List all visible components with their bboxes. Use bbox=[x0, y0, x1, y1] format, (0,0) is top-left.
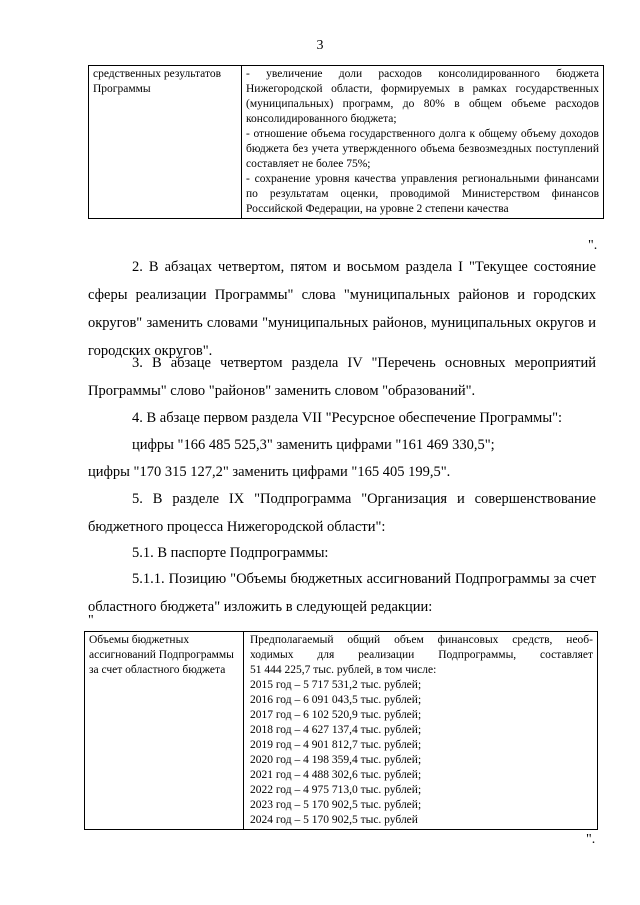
table2-left-cell: Объемы бюджетных ассигнований Подпрограммы за счет областного бюджета bbox=[85, 632, 244, 830]
table2-right-cell bbox=[244, 632, 598, 830]
budget-intro-line: Предполагаемый общий объем финансовых средств, необ- bbox=[250, 634, 593, 646]
paragraph-4: 4. В абзаце первом раздела VII "Ресурсное обеспечение Программы": bbox=[132, 410, 563, 426]
indicator-item: - отношение объема государственного долга к общему объему доходов бюджета без учета утвержденного объема безвозмездных поступлений составляет не более 75%; bbox=[246, 128, 599, 170]
indicator-item: - увеличение доли расходов консолидированного бюджета Нижегородской области, формируемых в рамках государственных (муниципальных) программ, до 80% в общем объеме расходов консолидированного бюджета; bbox=[246, 68, 599, 125]
table1-left-cell: средственных результатов Программы bbox=[89, 66, 242, 219]
table2-close-quote: ". bbox=[586, 832, 596, 847]
paragraph-4a: цифры "166 485 525,3" заменить цифрами "161 469 330,5"; bbox=[132, 437, 495, 453]
budget-year-line: 2015 год – 5 717 531,2 тыс. рублей; bbox=[250, 679, 422, 691]
paragraph-5-1: 5.1. В паспорте Подпрограммы: bbox=[132, 545, 329, 561]
budget-year-line: 2023 год – 5 170 902,5 тыс. рублей; bbox=[250, 799, 422, 811]
paragraph-5-1-1: 5.1.1. Позицию "Объемы бюджетных ассигнований Подпрограммы за счет областного бюджета" изложить в следующей редакции: bbox=[88, 571, 596, 615]
budget-year-line: 2021 год – 4 488 302,6 тыс. рублей; bbox=[250, 769, 422, 781]
indicator-item: - сохранение уровня качества управления региональными финансами по результатам оценки, проводимой Министерством финансов Российской Федерации, на уровне 2 степени качества bbox=[246, 173, 599, 215]
budget-intro-line: ходимых для реализации Подпрограммы, составляет bbox=[250, 649, 593, 661]
budget-intro-line: 51 444 225,7 тыс. рублей, в том числе: bbox=[250, 664, 437, 676]
table1-right-cell bbox=[242, 66, 604, 219]
indicators-table bbox=[88, 65, 604, 219]
table1-close-quote: ". bbox=[588, 238, 598, 253]
open-quote: " bbox=[88, 613, 94, 628]
paragraph-4b: цифры "170 315 127,2" заменить цифрами "165 405 199,5". bbox=[88, 464, 451, 480]
budget-year-line: 2020 год – 4 198 359,4 тыс. рублей; bbox=[250, 754, 422, 766]
paragraph-3: 3. В абзаце четвертом раздела IV "Перечень основных мероприятий Программы" слово "районов" заменить словом "образований". bbox=[88, 355, 596, 399]
budget-year-line: 2019 год – 4 901 812,7 тыс. рублей; bbox=[250, 739, 422, 751]
paragraph-5: 5. В разделе IX "Подпрограмма "Организация и совершенствование бюджетного процесса Нижегородской области": bbox=[88, 491, 596, 535]
page-number: 3 bbox=[316, 38, 324, 53]
budget-year-line: 2017 год – 6 102 520,9 тыс. рублей; bbox=[250, 709, 422, 721]
budget-year-line: 2024 год – 5 170 902,5 тыс. рублей bbox=[250, 814, 418, 826]
budget-table bbox=[84, 631, 598, 830]
budget-year-line: 2016 год – 6 091 043,5 тыс. рублей; bbox=[250, 694, 422, 706]
budget-year-line: 2022 год – 4 975 713,0 тыс. рублей; bbox=[250, 784, 422, 796]
budget-year-line: 2018 год – 4 627 137,4 тыс. рублей; bbox=[250, 724, 422, 736]
paragraph-2: 2. В абзацах четвертом, пятом и восьмом раздела I "Текущее состояние сферы реализации Программы" слова "муниципальных районов и городских округов" заменить словами "муниципальных районов, муниципальных округов и городских округов". bbox=[88, 259, 596, 359]
